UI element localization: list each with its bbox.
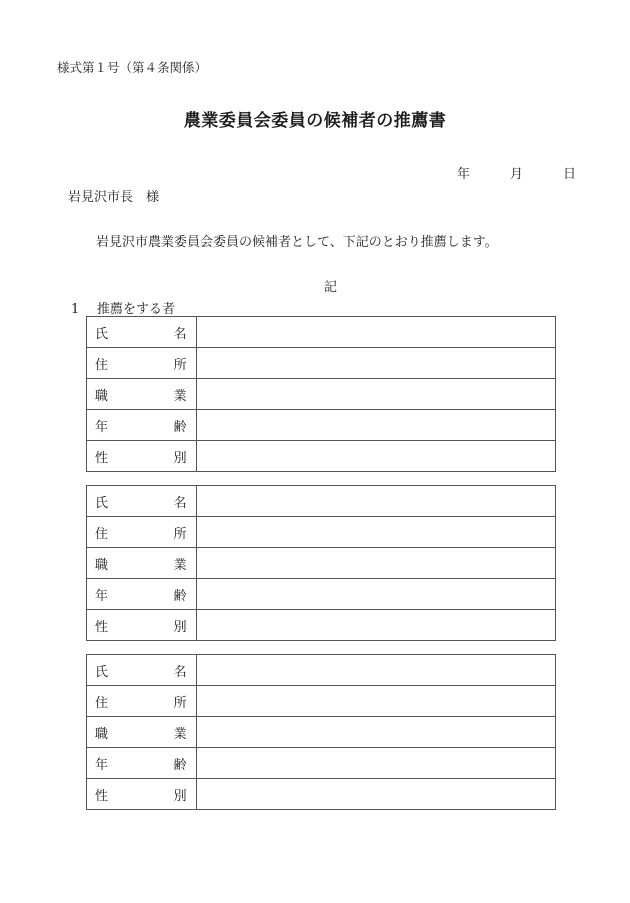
- field-row-age: [87, 748, 556, 779]
- field-label: 年 齢: [87, 579, 197, 610]
- nominee-table: [86, 485, 556, 641]
- field-label: 住 所: [87, 348, 197, 379]
- field-label: 性 別: [87, 610, 197, 641]
- section-title: 推薦をする者: [97, 302, 176, 317]
- field-label: 氏 名: [87, 317, 197, 348]
- field-label: 住 所: [87, 517, 197, 548]
- field-label: 職 業: [87, 717, 197, 748]
- field-label: 氏 名: [87, 655, 197, 686]
- field-label: 職 業: [87, 379, 197, 410]
- field-row-name: [87, 486, 556, 517]
- date-line: [457, 163, 576, 182]
- address-value-cell[interactable]: [196, 517, 555, 548]
- age-value-cell[interactable]: [196, 410, 555, 441]
- field-row-gender: [87, 779, 556, 810]
- field-row-gender: [87, 610, 556, 641]
- addressee: 岩見沢市長 様: [68, 190, 160, 205]
- field-row-gender: [87, 441, 556, 472]
- field-label: 氏 名: [87, 486, 197, 517]
- gender-value-cell[interactable]: [196, 441, 555, 472]
- field-row-address: [87, 348, 556, 379]
- age-value-cell[interactable]: [196, 748, 555, 779]
- field-row-address: [87, 517, 556, 548]
- field-label: 性 別: [87, 779, 197, 810]
- date-year-label: 年: [457, 167, 471, 182]
- field-row-age: [87, 410, 556, 441]
- field-label: 年 齢: [87, 410, 197, 441]
- field-row-name: [87, 317, 556, 348]
- field-row-address: [87, 686, 556, 717]
- nominee-table: [86, 654, 556, 810]
- field-row-age: [87, 579, 556, 610]
- form-number: 様式第１号（第４条関係）: [57, 60, 208, 75]
- age-value-cell[interactable]: [196, 579, 555, 610]
- date-day-label: 日: [563, 167, 577, 182]
- gender-value-cell[interactable]: [196, 610, 555, 641]
- occupation-value-cell[interactable]: [196, 717, 555, 748]
- date-month-label: 月: [510, 167, 524, 182]
- name-value-cell[interactable]: [196, 655, 555, 686]
- gender-value-cell[interactable]: [196, 779, 555, 810]
- name-value-cell[interactable]: [196, 486, 555, 517]
- nominee-table: [86, 316, 556, 472]
- field-row-occupation: [87, 717, 556, 748]
- section-number: 1: [71, 302, 80, 317]
- field-label: 性 別: [87, 441, 197, 472]
- body-text: 岩見沢市農業委員会委員の候補者として、下記のとおり推薦します。: [96, 235, 498, 250]
- document-title: 農業委員会委員の候補者の推薦書: [183, 111, 447, 131]
- field-row-occupation: [87, 548, 556, 579]
- field-label: 職 業: [87, 548, 197, 579]
- ki-heading: 記: [323, 280, 337, 295]
- field-label: 年 齢: [87, 748, 197, 779]
- occupation-value-cell[interactable]: [196, 379, 555, 410]
- name-value-cell[interactable]: [196, 317, 555, 348]
- address-value-cell[interactable]: [196, 686, 555, 717]
- field-label: 住 所: [87, 686, 197, 717]
- address-value-cell[interactable]: [196, 348, 555, 379]
- field-row-occupation: [87, 379, 556, 410]
- field-row-name: [87, 655, 556, 686]
- section-heading: [71, 298, 175, 317]
- occupation-value-cell[interactable]: [196, 548, 555, 579]
